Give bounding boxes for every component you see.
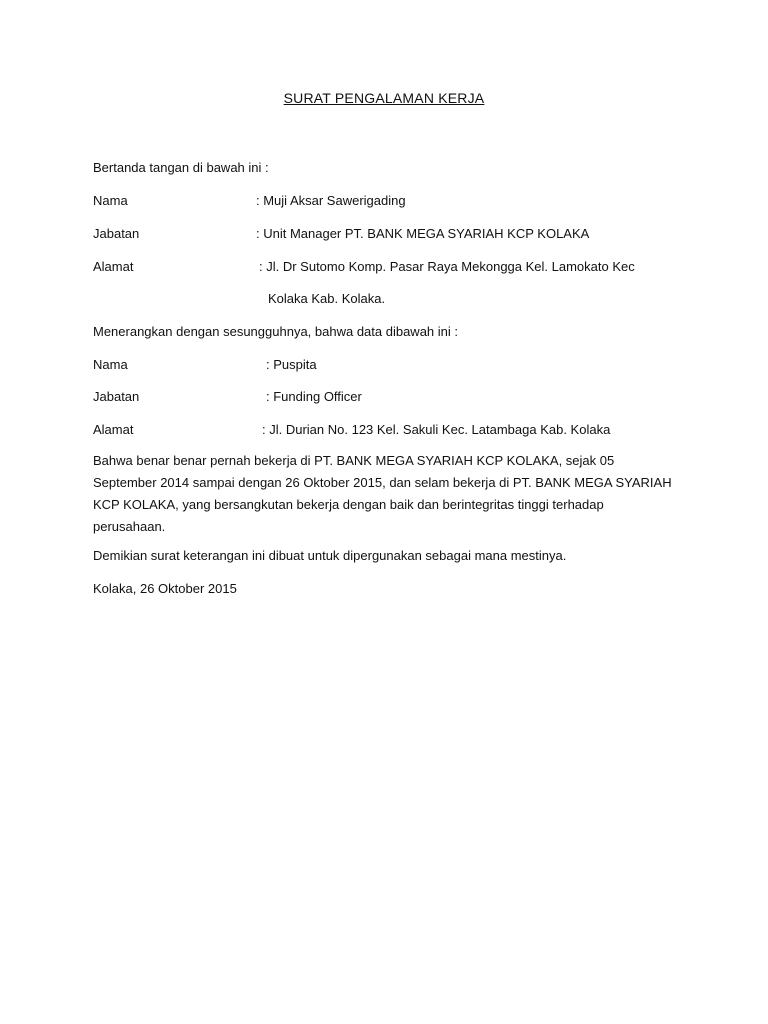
signer-jabatan-value: : Unit Manager PT. BANK MEGA SYARIAH KCP KOLAKA: [256, 226, 590, 241]
signer-nama-label: Nama: [93, 193, 128, 208]
signer-alamat-label: Alamat: [93, 259, 134, 274]
employee-nama-label: Nama: [93, 357, 128, 372]
page-title: SURAT PENGALAMAN KERJA: [283, 90, 485, 106]
body-paragraph: Bahwa benar benar pernah bekerja di PT. BANK MEGA SYARIAH KCP KOLAKA, sejak 05 September 2014 sampai dengan 26 Oktober 2015, dan selam bekerja di PT. BANK MEGA SYARIAH KCP KOLAKA, yang bersangkutan bekerja dengan baik dan berintegritas tinggi terhadap perusahaan.: [93, 453, 672, 534]
signer-jabatan-label: Jabatan: [93, 226, 140, 241]
employee-jabatan-label: Jabatan: [93, 389, 140, 404]
statement-text: Menerangkan dengan sesungguhnya, bahwa data dibawah ini :: [93, 324, 458, 339]
signer-alamat-value: : Jl. Dr Sutomo Komp. Pasar Raya Mekongga Kel. Lamokato Kec: [259, 259, 635, 274]
place-date: Kolaka, 26 Oktober 2015: [93, 581, 237, 596]
employee-alamat-label: Alamat: [93, 422, 134, 437]
employee-jabatan-value: : Funding Officer: [266, 389, 362, 404]
signer-alamat-continued: Kolaka Kab. Kolaka.: [268, 291, 386, 306]
closing-text: Demikian surat keterangan ini dibuat untuk dipergunakan sebagai mana mestinya.: [93, 548, 567, 563]
employee-nama-value: : Puspita: [266, 357, 317, 372]
signer-nama-value: : Muji Aksar Sawerigading: [256, 193, 406, 208]
employee-alamat-value: : Jl. Durian No. 123 Kel. Sakuli Kec. Latambaga Kab. Kolaka: [262, 422, 611, 437]
intro-text: Bertanda tangan di bawah ini :: [93, 160, 269, 175]
